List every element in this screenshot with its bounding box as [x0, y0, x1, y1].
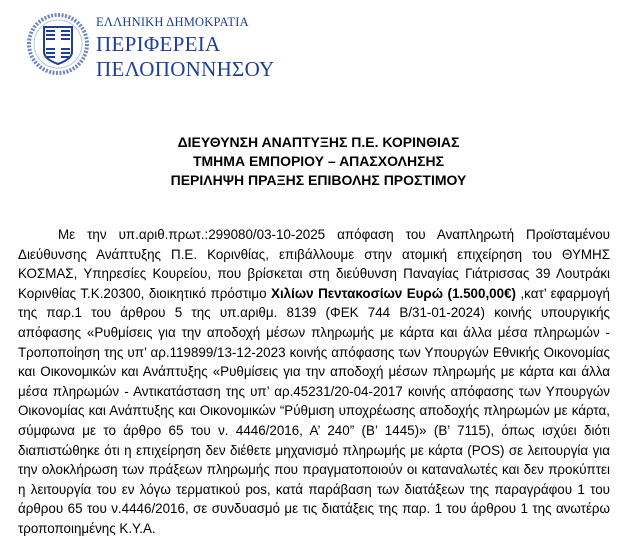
body-text-part2: ,κατ’ εφαρμογή της παρ.1 του άρθρου 5 της υπ.αριθμ. 8139 (ΦΕΚ 744 Β/31-01-2024) κοινής υπουργικής απόφασης «Ρυθμίσεις για την αποδοχή μέσων πληρωμής με κάρτα και άλλα μέσα πληρωμών - Τροποποίηση της υπ’ αρ.119899/13-12-2023 κοινής απόφασης των Υπουργών Εθνικής Οικονομίας και Οικονομικών και Ανάπτυξης «Ρυθμίσεις για την αποδοχή μέσων πληρωμής με κάρτα και άλλα μέσα πληρωμών - Αντικατάσταση της υπ’ αρ.45231/20-04-2017 κοινής απόφασης των Υπουργών Οικονομίας και Ανάπτυξης και Οικονομικών “Ρύθμιση υποχρέωσης αποδοχής πληρωμών με κάρτα, σύμφωνα με το άρθρο 65 του ν. 4446/2016, Α’ 240” (Β’ 1445)» (Β’ 7115), όπως ισχύει διότι διαπιστώθηκε ότι η επιχείρηση δεν διέθετε μηχανισμό πληρωμής με κάρτα (POS) σε λειτουργία για την ολοκλήρωση των πράξεων πληρωμής που πραγματοποιούν οι καταναλωτές και δεν προκύπτει η λειτουργία του εν λόγω τερματικού pos, κατά παράβαση των διατάξεων της παραγράφου 1 του άρθρου 65 του ν.4446/2016, σε συνδυασμό με τις διατάξεις της παρ. 1 του άρθρου 1 της ανωτέρω τροποποιημένης Κ.Υ.Α. — [18, 285, 610, 536]
section-title: ΤΜΗΜΑ ΕΜΠΟΡΙΟΥ – ΑΠΑΣΧΟΛΗΣΗΣ — [192, 153, 445, 169]
document-titles — [0, 133, 637, 190]
department-title: ΔΙΕΥΘΥΝΣΗ ΑΝΑΠΤΥΞΗΣ Π.Ε. ΚΟΡΙΝΘΙΑΣ — [177, 134, 460, 150]
region-name-line1: ΠΕΡΙΦΕΡΕΙΑ — [96, 32, 221, 56]
country-name: ΕΛΛΗΝΙΚΗ ΔΗΜΟΚΡΑΤΙΑ — [96, 15, 249, 29]
fine-amount: Χιλίων Πεντακοσίων Ευρώ (1.500,00€) — [271, 285, 516, 301]
document-title: ΠΕΡΙΛΗΨΗ ΠΡΑΞΗΣ ΕΠΙΒΟΛΗΣ ΠΡΟΣΤΙΜΟΥ — [170, 172, 467, 188]
body-text-part1: Με την υπ.αριθ.πρωτ.:299080/03-10-2025 απόφαση του Αναπληρωτή Προϊσταμένου Διεύθυνσης Ανάπτυξης Π.Ε. Κορινθίας, επιβάλλουμε στην ατομική επιχείρηση του ΘΥΜΗΣ ΚΟΣΜΑΣ, Υπηρεσίες Κουρείου, που βρίσκεται στη διεύθυνση Παναγίας Γιάτρισσας 39 Λουτράκι Κορινθίας Τ.Κ.20300, διοικητικό πρόστιμο — [18, 227, 610, 301]
region-name-line2: ΠΕΛΟΠΟΝΝΗΣΟΥ — [96, 57, 275, 81]
letterhead — [26, 12, 326, 84]
organization-name — [96, 14, 274, 80]
document-body — [18, 225, 610, 539]
greek-coat-of-arms-icon — [26, 12, 90, 76]
body-paragraph — [18, 225, 610, 539]
